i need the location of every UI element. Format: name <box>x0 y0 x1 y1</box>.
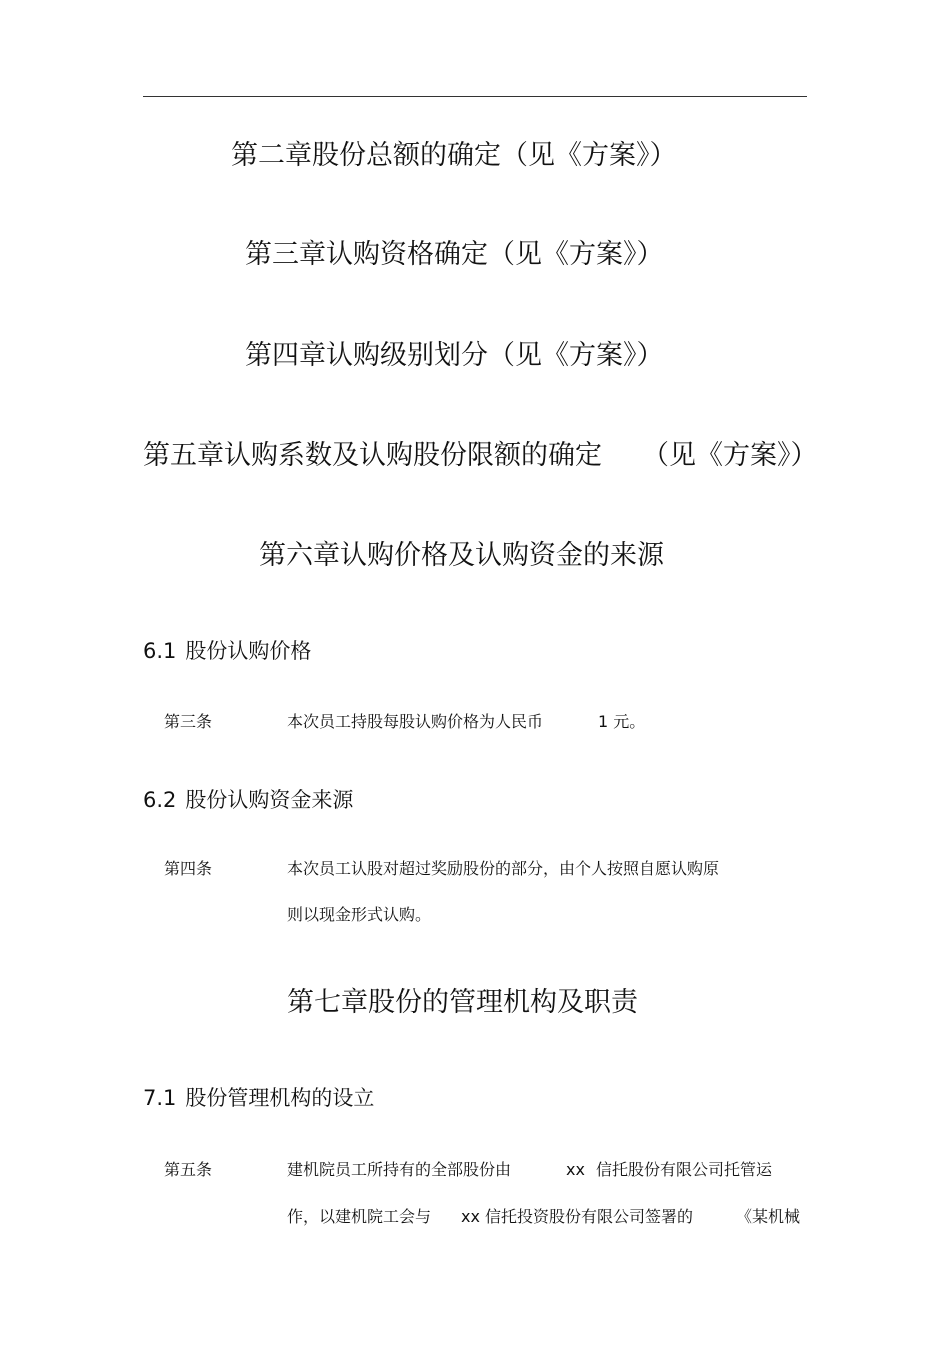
article-4-line-2: 则以现金形式认购。 <box>287 905 432 924</box>
article-5-line-2b: xx 信托投资股份有限公司签署的 <box>461 1207 694 1226</box>
article-5-line-2a: 作，以建机院工会与 <box>287 1207 432 1226</box>
article-5-line-2c: 《某机械 <box>736 1207 801 1226</box>
section-7-1 <box>143 1084 374 1112</box>
article-4-line-1: 本次员工认股对超过奖励股份的部分，由个人按照自愿认购原 <box>287 859 720 878</box>
article-5-line-1b: xx <box>566 1160 585 1179</box>
section-number: 6.1 <box>143 639 177 663</box>
article-5-line-1a: 建机院员工所持有的全部股份由 <box>287 1160 512 1179</box>
article-5-label: 第五条 <box>164 1160 213 1179</box>
chapter-3-heading: 第三章认购资格确定（见《方案》） <box>245 239 664 270</box>
chapter-5-heading: 第五章认购系数及认购股份限额的确定 <box>143 440 602 471</box>
chapter-7-heading: 第七章股份的管理机构及职责 <box>287 987 638 1018</box>
chapter-6-heading: 第六章认购价格及认购资金的来源 <box>259 540 664 571</box>
chapter-2-heading: 第二章股份总额的确定（见《方案》） <box>231 140 677 171</box>
article-4-label: 第四条 <box>164 859 213 878</box>
article-3-text: 本次员工持股每股认购价格为人民币 <box>287 712 544 731</box>
section-title: 股份管理机构的设立 <box>185 1086 375 1110</box>
header-rule <box>143 96 807 97</box>
section-6-2 <box>143 786 353 814</box>
chapter-5-note: （见《方案》） <box>642 440 818 471</box>
article-5-line-1c: 信托股份有限公司托管运 <box>596 1160 773 1179</box>
article-3-amount: 1 元。 <box>598 712 646 731</box>
section-6-1 <box>143 637 311 665</box>
chapter-4-heading: 第四章认购级别划分（见《方案》） <box>245 340 664 371</box>
article-3-label: 第三条 <box>164 712 213 731</box>
section-title: 股份认购资金来源 <box>185 788 354 812</box>
section-number: 7.1 <box>143 1086 177 1110</box>
section-number: 6.2 <box>143 788 177 812</box>
section-title: 股份认购价格 <box>185 639 312 663</box>
